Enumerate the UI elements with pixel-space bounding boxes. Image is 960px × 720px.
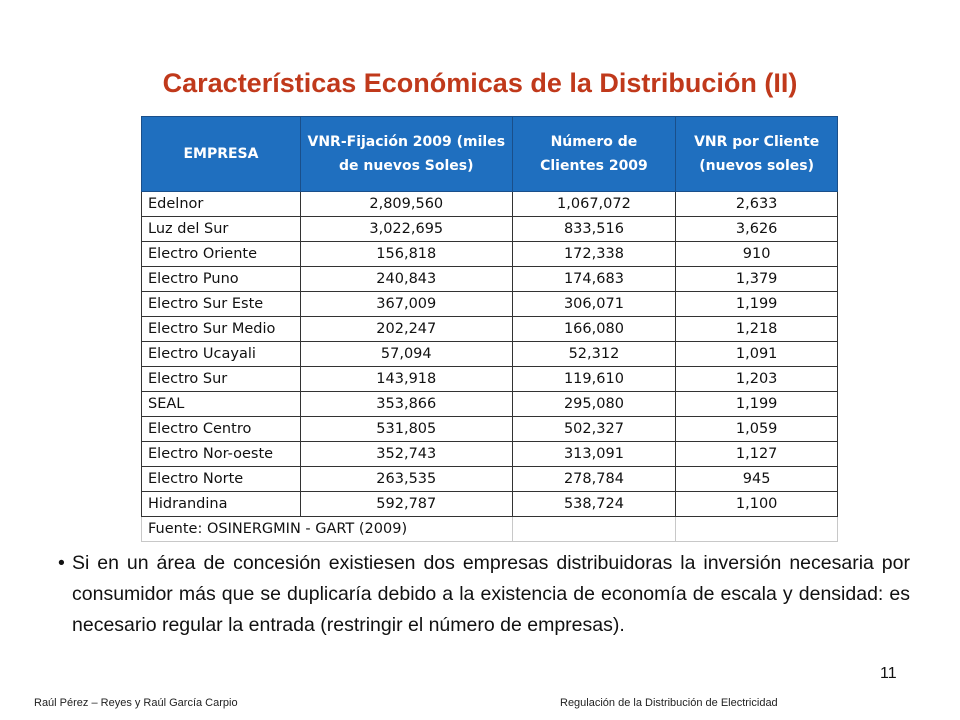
clients-value: 278,784 — [512, 467, 676, 492]
clients-value: 1,067,072 — [512, 192, 676, 217]
clients-value: 119,610 — [512, 367, 676, 392]
vnr-value: 3,022,695 — [300, 217, 512, 242]
table-row — [142, 492, 838, 517]
table-row — [142, 417, 838, 442]
vnr-per-client-value: 1,199 — [676, 292, 838, 317]
source-note: Fuente: OSINERGMIN - GART (2009) — [142, 517, 513, 542]
header-vnr-cliente: VNR por Cliente (nuevos soles) — [676, 117, 838, 192]
company-name: Electro Centro — [142, 417, 301, 442]
vnr-value: 202,247 — [300, 317, 512, 342]
clients-value: 295,080 — [512, 392, 676, 417]
company-name: Electro Sur — [142, 367, 301, 392]
clients-value: 172,338 — [512, 242, 676, 267]
footer-topic: Regulación de la Distribución de Electricidad — [560, 697, 778, 709]
company-name: Electro Oriente — [142, 242, 301, 267]
company-name: Electro Sur Este — [142, 292, 301, 317]
vnr-value: 143,918 — [300, 367, 512, 392]
vnr-per-client-value: 2,633 — [676, 192, 838, 217]
vnr-value: 240,843 — [300, 267, 512, 292]
company-name: Electro Ucayali — [142, 342, 301, 367]
vnr-value: 531,805 — [300, 417, 512, 442]
header-clientes: Número de Clientes 2009 — [512, 117, 676, 192]
vnr-per-client-value: 1,127 — [676, 442, 838, 467]
company-name: Edelnor — [142, 192, 301, 217]
table-row — [142, 267, 838, 292]
clients-value: 502,327 — [512, 417, 676, 442]
empty-cell — [512, 517, 676, 542]
table-row — [142, 292, 838, 317]
vnr-per-client-value: 1,100 — [676, 492, 838, 517]
table-row — [142, 367, 838, 392]
company-name: Hidrandina — [142, 492, 301, 517]
vnr-per-client-value: 910 — [676, 242, 838, 267]
vnr-per-client-value: 3,626 — [676, 217, 838, 242]
table-row — [142, 467, 838, 492]
vnr-value: 592,787 — [300, 492, 512, 517]
vnr-per-client-value: 945 — [676, 467, 838, 492]
vnr-table — [141, 116, 838, 542]
vnr-per-client-value: 1,203 — [676, 367, 838, 392]
vnr-value: 367,009 — [300, 292, 512, 317]
clients-value: 166,080 — [512, 317, 676, 342]
header-vnr: VNR-Fijación 2009 (miles de nuevos Soles) — [300, 117, 512, 192]
clients-value: 306,071 — [512, 292, 676, 317]
source-row — [142, 517, 838, 542]
vnr-value: 353,866 — [300, 392, 512, 417]
company-name: Luz del Sur — [142, 217, 301, 242]
footer-authors: Raúl Pérez – Reyes y Raúl García Carpio — [34, 697, 238, 709]
table-row — [142, 392, 838, 417]
clients-value: 174,683 — [512, 267, 676, 292]
vnr-per-client-value: 1,379 — [676, 267, 838, 292]
table-row — [142, 317, 838, 342]
slide-title: Características Económicas de la Distribución (II) — [162, 68, 798, 98]
vnr-value: 2,809,560 — [300, 192, 512, 217]
table-row — [142, 342, 838, 367]
vnr-per-client-value: 1,091 — [676, 342, 838, 367]
vnr-value: 263,535 — [300, 467, 512, 492]
vnr-per-client-value: 1,199 — [676, 392, 838, 417]
table-row — [142, 217, 838, 242]
page-number: 11 — [880, 665, 897, 682]
bullet-paragraph — [58, 548, 910, 641]
vnr-per-client-value: 1,059 — [676, 417, 838, 442]
clients-value: 833,516 — [512, 217, 676, 242]
company-name: Electro Puno — [142, 267, 301, 292]
clients-value: 538,724 — [512, 492, 676, 517]
table-header-row — [142, 117, 838, 192]
vnr-per-client-value: 1,218 — [676, 317, 838, 342]
table-row — [142, 242, 838, 267]
table-row — [142, 192, 838, 217]
header-empresa: EMPRESA — [142, 117, 301, 192]
company-name: Electro Nor-oeste — [142, 442, 301, 467]
empty-cell — [676, 517, 838, 542]
bullet-text: Si en un área de concesión existiesen dos empresas distribuidoras la inversión necesaria por consumidor más que se duplicaría debido a la existencia de economía de escala y densidad: es necesario regular la entrada (restringir el número de empresas). — [72, 552, 910, 636]
vnr-value: 57,094 — [300, 342, 512, 367]
company-name: Electro Sur Medio — [142, 317, 301, 342]
table-row — [142, 442, 838, 467]
bullet-marker: • — [58, 552, 65, 574]
clients-value: 313,091 — [512, 442, 676, 467]
clients-value: 52,312 — [512, 342, 676, 367]
vnr-value: 156,818 — [300, 242, 512, 267]
company-name: SEAL — [142, 392, 301, 417]
vnr-value: 352,743 — [300, 442, 512, 467]
company-name: Electro Norte — [142, 467, 301, 492]
